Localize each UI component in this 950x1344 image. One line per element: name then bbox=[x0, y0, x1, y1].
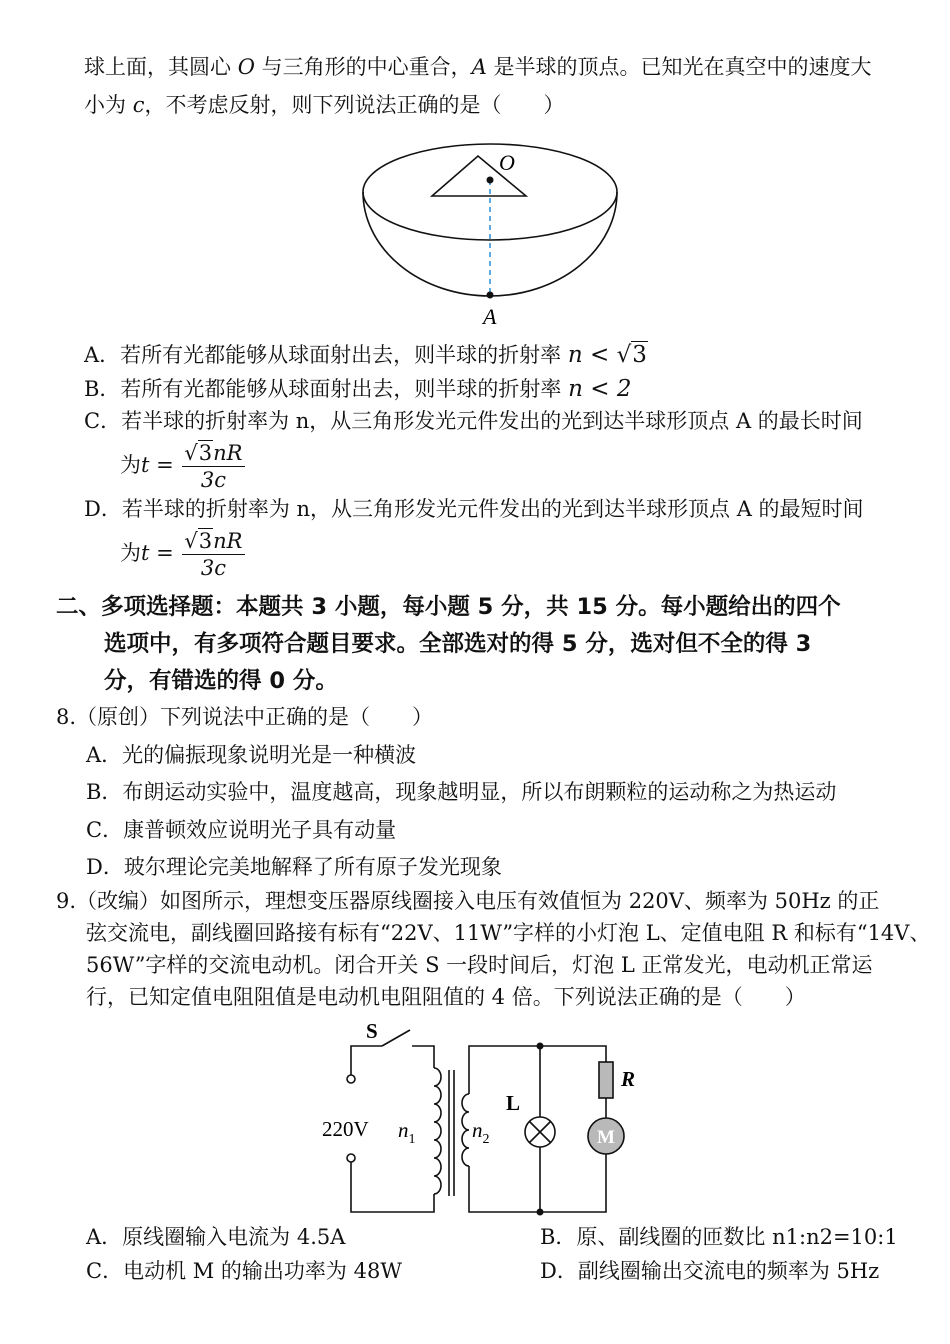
secondary-wire-bottom bbox=[469, 1154, 606, 1212]
q7-option-c-formula bbox=[120, 440, 245, 493]
q8-option-d: D．玻尔理论完美地解释了所有原子发光现象 bbox=[86, 855, 502, 879]
q8-option-c: C．康普顿效应说明光子具有动量 bbox=[86, 818, 397, 842]
q9-option-b: B．原、副线圈的匝数比 n1:n2=10:1 bbox=[540, 1225, 898, 1249]
label-r: R bbox=[621, 1067, 636, 1091]
section-2-heading-line-1: 二、多项选择题：本题共 3 小题，每小题 5 分，共 15 分。每小题给出的四个 bbox=[56, 594, 841, 620]
option-text: B．若所有光都能够从球面射出去，则半球的折射率 bbox=[84, 377, 569, 401]
q7-option-d: D．若半球的折射率为 n，从三角形发光元件发出的光到达半球形顶点 A 的最短时间 bbox=[84, 497, 864, 521]
q7-option-a bbox=[84, 340, 648, 370]
junction-top bbox=[537, 1043, 544, 1050]
primary-wire-top-right bbox=[412, 1046, 434, 1068]
q7-option-c: C．若半球的折射率为 n，从三角形发光元件发出的光到达半球形顶点 A 的最长时间 bbox=[84, 409, 863, 433]
formula-prefix: 为 bbox=[120, 541, 141, 565]
symbol-a: A bbox=[471, 55, 487, 79]
formula-t: t = bbox=[141, 541, 181, 565]
primary-wire-top bbox=[351, 1046, 382, 1076]
numerator: nR bbox=[213, 529, 243, 553]
intro-text: ，不考虑反射，则下列说法正确的是（ ） bbox=[144, 93, 565, 117]
intro-text: 小为 bbox=[84, 93, 133, 117]
apex-point-a bbox=[487, 292, 494, 299]
resistor-r bbox=[599, 1062, 613, 1098]
section-2-heading-line-3: 分，有错选的得 0 分。 bbox=[104, 668, 338, 694]
switch-s bbox=[382, 1030, 410, 1046]
intro-line-2 bbox=[84, 90, 564, 120]
secondary-coil bbox=[462, 1094, 469, 1166]
fraction: $\frac{√3nR}{3c}$ bbox=[184, 441, 243, 492]
q7-option-d-formula bbox=[120, 528, 245, 581]
junction-bottom bbox=[537, 1209, 544, 1216]
q9-option-d: D．副线圈输出交流电的频率为 5Hz bbox=[540, 1259, 880, 1283]
section-2-heading-line-2: 选项中，有多项符合题目要求。全部选对的得 5 分，选对但不全的得 3 bbox=[104, 631, 812, 657]
label-voltage: 220V bbox=[322, 1117, 369, 1141]
label-l: L bbox=[506, 1091, 521, 1115]
intro-text: 是半球的顶点。已知光在真空中的速度大 bbox=[486, 55, 872, 79]
label-s: S bbox=[366, 1019, 378, 1043]
q9-option-c: C．电动机 M 的输出功率为 48W bbox=[86, 1259, 402, 1283]
q9-stem-line-1: 9.（改编）如图所示，理想变压器原线圈接入电压有效值恒为 220V、频率为 50Hz 的正 bbox=[56, 889, 880, 913]
q9-stem-line-4: 行，已知定值电阻阻值是电动机电阻阻值的 4 倍。下列说法正确的是（ ） bbox=[86, 985, 806, 1009]
hemisphere-figure bbox=[360, 132, 622, 330]
sqrt-symbol: √ bbox=[616, 342, 632, 368]
primary-wire-bottom bbox=[351, 1162, 434, 1212]
intro-text: 与三角形的中心重合， bbox=[254, 55, 472, 79]
symbol-o: O bbox=[237, 55, 255, 79]
fraction: $\frac{√3nR}{3c}$ bbox=[184, 529, 243, 580]
secondary-wire-top bbox=[469, 1046, 606, 1094]
q9-option-a: A．原线圈输入电流为 4.5A bbox=[86, 1225, 346, 1249]
symbol-c: c bbox=[132, 93, 145, 117]
q9-stem-line-2: 弦交流电，副线圈回路接有标有“22V、11W”字样的小灯泡 L、定值电阻 R 和标有“14V、 bbox=[86, 921, 931, 945]
label-a: A bbox=[483, 304, 497, 329]
option-text: A．若所有光都能够从球面射出去，则半球的折射率 bbox=[84, 343, 568, 367]
q8-option-a: A．光的偏振现象说明光是一种横波 bbox=[86, 743, 417, 767]
primary-coil bbox=[434, 1068, 441, 1194]
sqrt-radicand: 3 bbox=[198, 441, 213, 465]
numerator: nR bbox=[213, 441, 243, 465]
q8-stem: 8.（原创）下列说法中正确的是（ ） bbox=[56, 705, 434, 729]
q7-option-b bbox=[84, 374, 631, 404]
sqrt-radicand: 3 bbox=[198, 529, 213, 553]
label-m: M bbox=[597, 1127, 615, 1148]
formula-t: t = bbox=[141, 453, 181, 477]
center-point-o bbox=[487, 177, 494, 184]
math-inequality: n < 2 bbox=[568, 376, 632, 402]
formula-prefix: 为 bbox=[120, 453, 141, 477]
sqrt-radicand: 3 bbox=[632, 342, 647, 368]
label-o: O bbox=[499, 150, 515, 175]
label-n2: $n_2$ bbox=[472, 1118, 490, 1147]
terminal-bottom bbox=[347, 1154, 355, 1162]
intro-text: 球上面，其圆心 bbox=[84, 55, 238, 79]
intro-line-1 bbox=[84, 52, 871, 82]
transformer-circuit-figure bbox=[318, 1018, 658, 1218]
q9-stem-line-3: 56W”字样的交流电动机。闭合开关 S 一段时间后，灯泡 L 正常发光，电动机正常运 bbox=[86, 953, 873, 977]
q8-option-b: B．布朗运动实验中，温度越高，现象越明显，所以布朗颗粒的运动称之为热运动 bbox=[86, 780, 837, 804]
denominator: 3c bbox=[200, 556, 226, 580]
math-inequality: n < bbox=[567, 342, 617, 368]
denominator: 3c bbox=[200, 468, 226, 492]
terminal-top bbox=[347, 1075, 355, 1083]
label-n1: $n_1$ bbox=[398, 1118, 416, 1147]
